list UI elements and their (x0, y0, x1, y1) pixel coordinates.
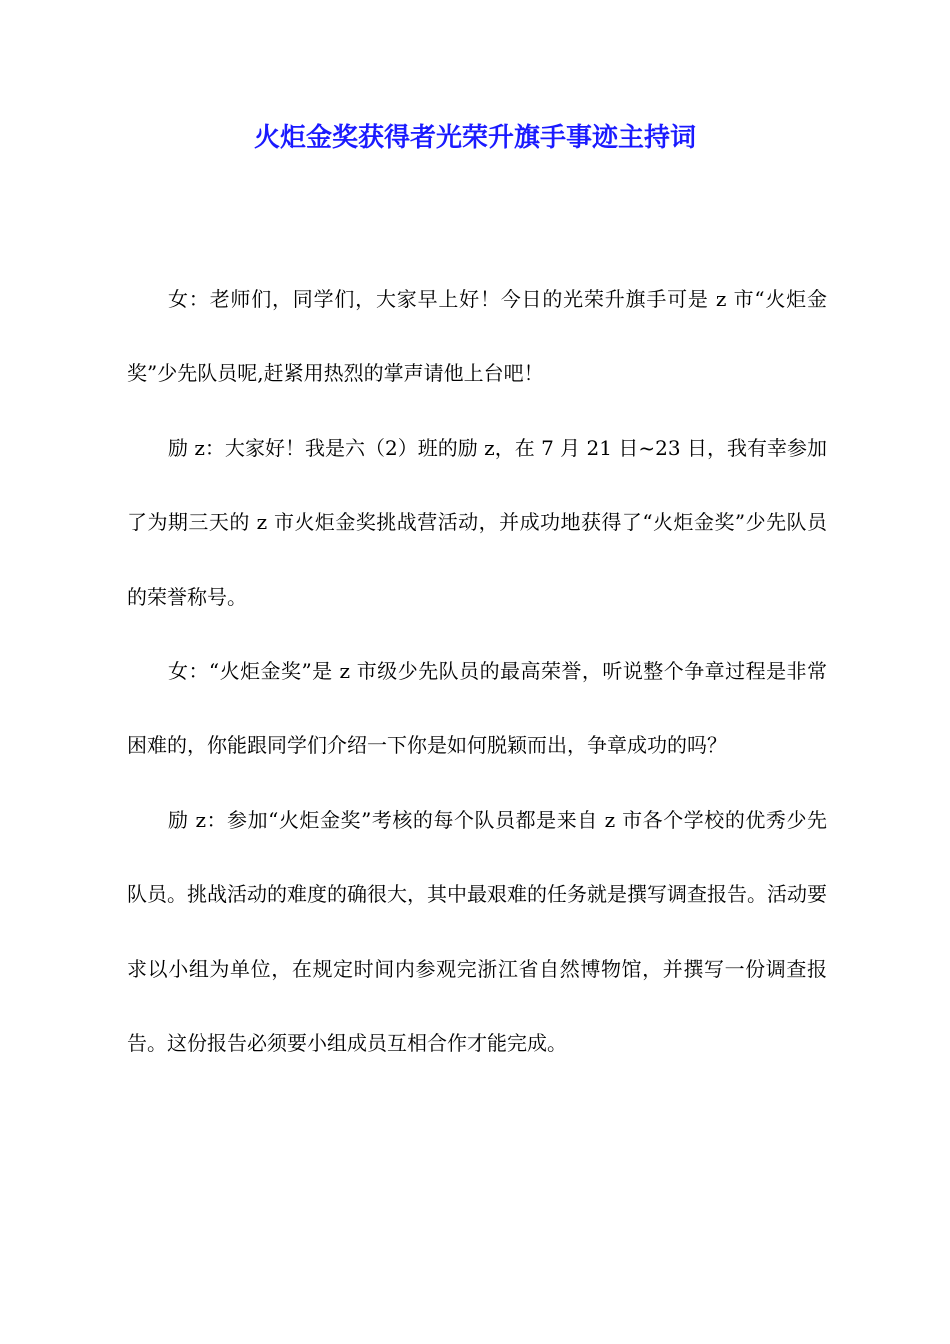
paragraph-li-introduction: 励 z：大家好！我是六（2）班的励 z，在 7 月 21 日~23 日，我有幸参加了为期三天的 z 市火炬金奖挑战营活动，并成功地获得了“火炬金奖”少先队员的荣誉称号。 (127, 435, 827, 609)
document-body (127, 262, 827, 1080)
paragraph-li-answer: 励 z：参加“火炬金奖”考核的每个队员都是来自 z 市各个学校的优秀少先队员。挑战活动的难度的确很大，其中最艰难的任务就是撰写调查报告。活动要求以小组为单位，在规定时间内参观完浙江省自然博物馆，并撰写一份调查报告。这份报告必须要小组成员互相合作才能完成。 (127, 807, 827, 1056)
paragraph-host-greeting: 女：老师们，同学们，大家早上好！今日的光荣升旗手可是 z 市“火炬金奖”少先队员呢,赶紧用热烈的掌声请他上台吧！ (127, 287, 827, 386)
document-title: 火炬金奖获得者光荣升旗手事迹主持词 (253, 123, 696, 153)
paragraph-host-question: 女：“火炬金奖”是 z 市级少先队员的最高荣誉，听说整个争章过程是非常困难的，你能跟同学们介绍一下你是如何脱颖而出，争章成功的吗？ (127, 659, 827, 758)
